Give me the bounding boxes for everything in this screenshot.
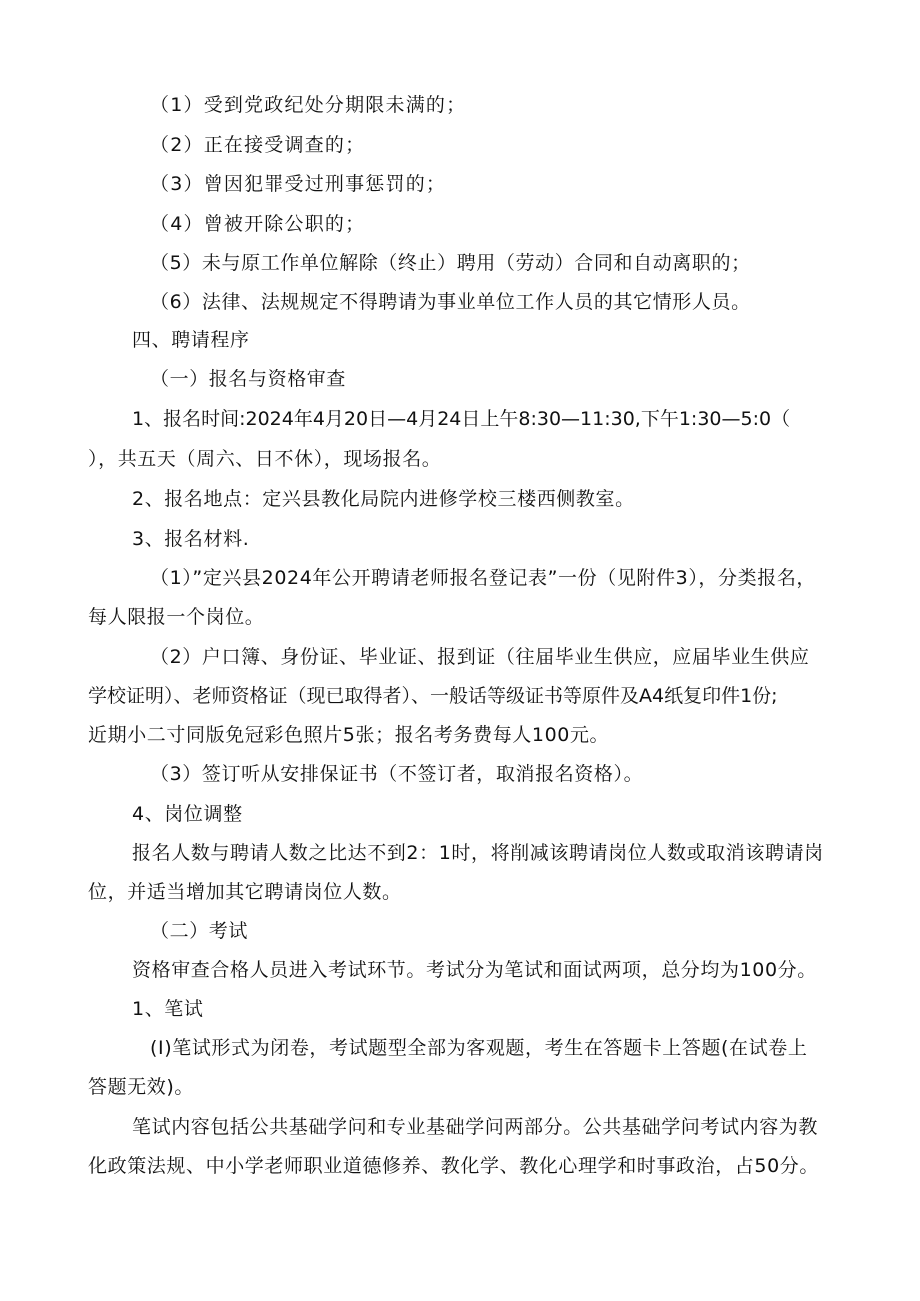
text-line: （3）曾因犯罪受过刑事惩罚的；: [150, 173, 447, 195]
text-line: 近期小二寸同版免冠彩色照片5张；报名考务费每人100元。: [88, 724, 610, 746]
text-line: （1）”定兴县2024年公开聘请老师报名登记表”一份（见附件3），分类报名，: [150, 567, 817, 589]
text-line: ），共五天（周六、日不休），现场报名。: [88, 448, 442, 470]
text-line: （4）曾被开除公职的；: [150, 213, 366, 235]
text-line: （1）受到党政纪处分期限未满的；: [150, 94, 467, 116]
text-line: （5）未与原工作单位解除（终止）聘用（劳动）合同和自动离职的；: [150, 252, 751, 274]
text-line: 学校证明）、老师资格证（现已取得者）、一般话等级证书等原件及A4纸复印件1份;: [88, 685, 778, 707]
text-line: 1、报名时间:2024年4月20日—4月24日上午8:30—11:30,下午1:30—5:0（: [132, 408, 791, 430]
text-line: 报名人数与聘请人数之比达不到2：1时，将削减该聘请岗位人数或取消该聘请岗: [132, 842, 824, 864]
text-line: 3、报名材料.: [132, 528, 250, 550]
text-line: 位，并适当增加其它聘请岗位人数。: [88, 881, 402, 903]
text-line: 答题无效)。: [88, 1076, 195, 1098]
text-line: （2）户口簿、身份证、毕业证、报到证（往届毕业生供应，应届毕业生供应: [150, 646, 810, 668]
text-line: 4、岗位调整: [132, 803, 243, 825]
text-line: (I)笔试形式为闭卷，考试题型全部为客观题，考生在答题卡上答题(在试卷上: [150, 1037, 808, 1059]
text-line: 2、报名地点：定兴县教化局院内进修学校三楼西侧教室。: [132, 488, 635, 510]
text-line: 资格审查合格人员进入考试环节。考试分为笔试和面试两项，总分均为100分。: [132, 959, 817, 981]
text-line: 每人限报一个岗位。: [88, 606, 265, 628]
text-line: （6）法律、法规规定不得聘请为事业单位工作人员的其它情形人员。: [150, 291, 751, 313]
text-line: 1、笔试: [132, 998, 204, 1020]
text-line: （2）正在接受调查的；: [150, 134, 366, 156]
text-line: 笔试内容包括公共基础学问和专业基础学问两部分。公共基础学问考试内容为教: [132, 1116, 819, 1138]
subsection-heading: （二）考试: [150, 920, 249, 942]
text-line: （3）签订听从安排保证书（不签订者，取消报名资格）。: [150, 763, 644, 785]
section-heading: 四、聘请程序: [132, 329, 250, 351]
text-line: 化政策法规、中小学老师职业道德修养、教化学、教化心理学和时事政治，占50分。: [88, 1155, 819, 1177]
subsection-heading: （一）报名与资格审查: [150, 368, 347, 390]
